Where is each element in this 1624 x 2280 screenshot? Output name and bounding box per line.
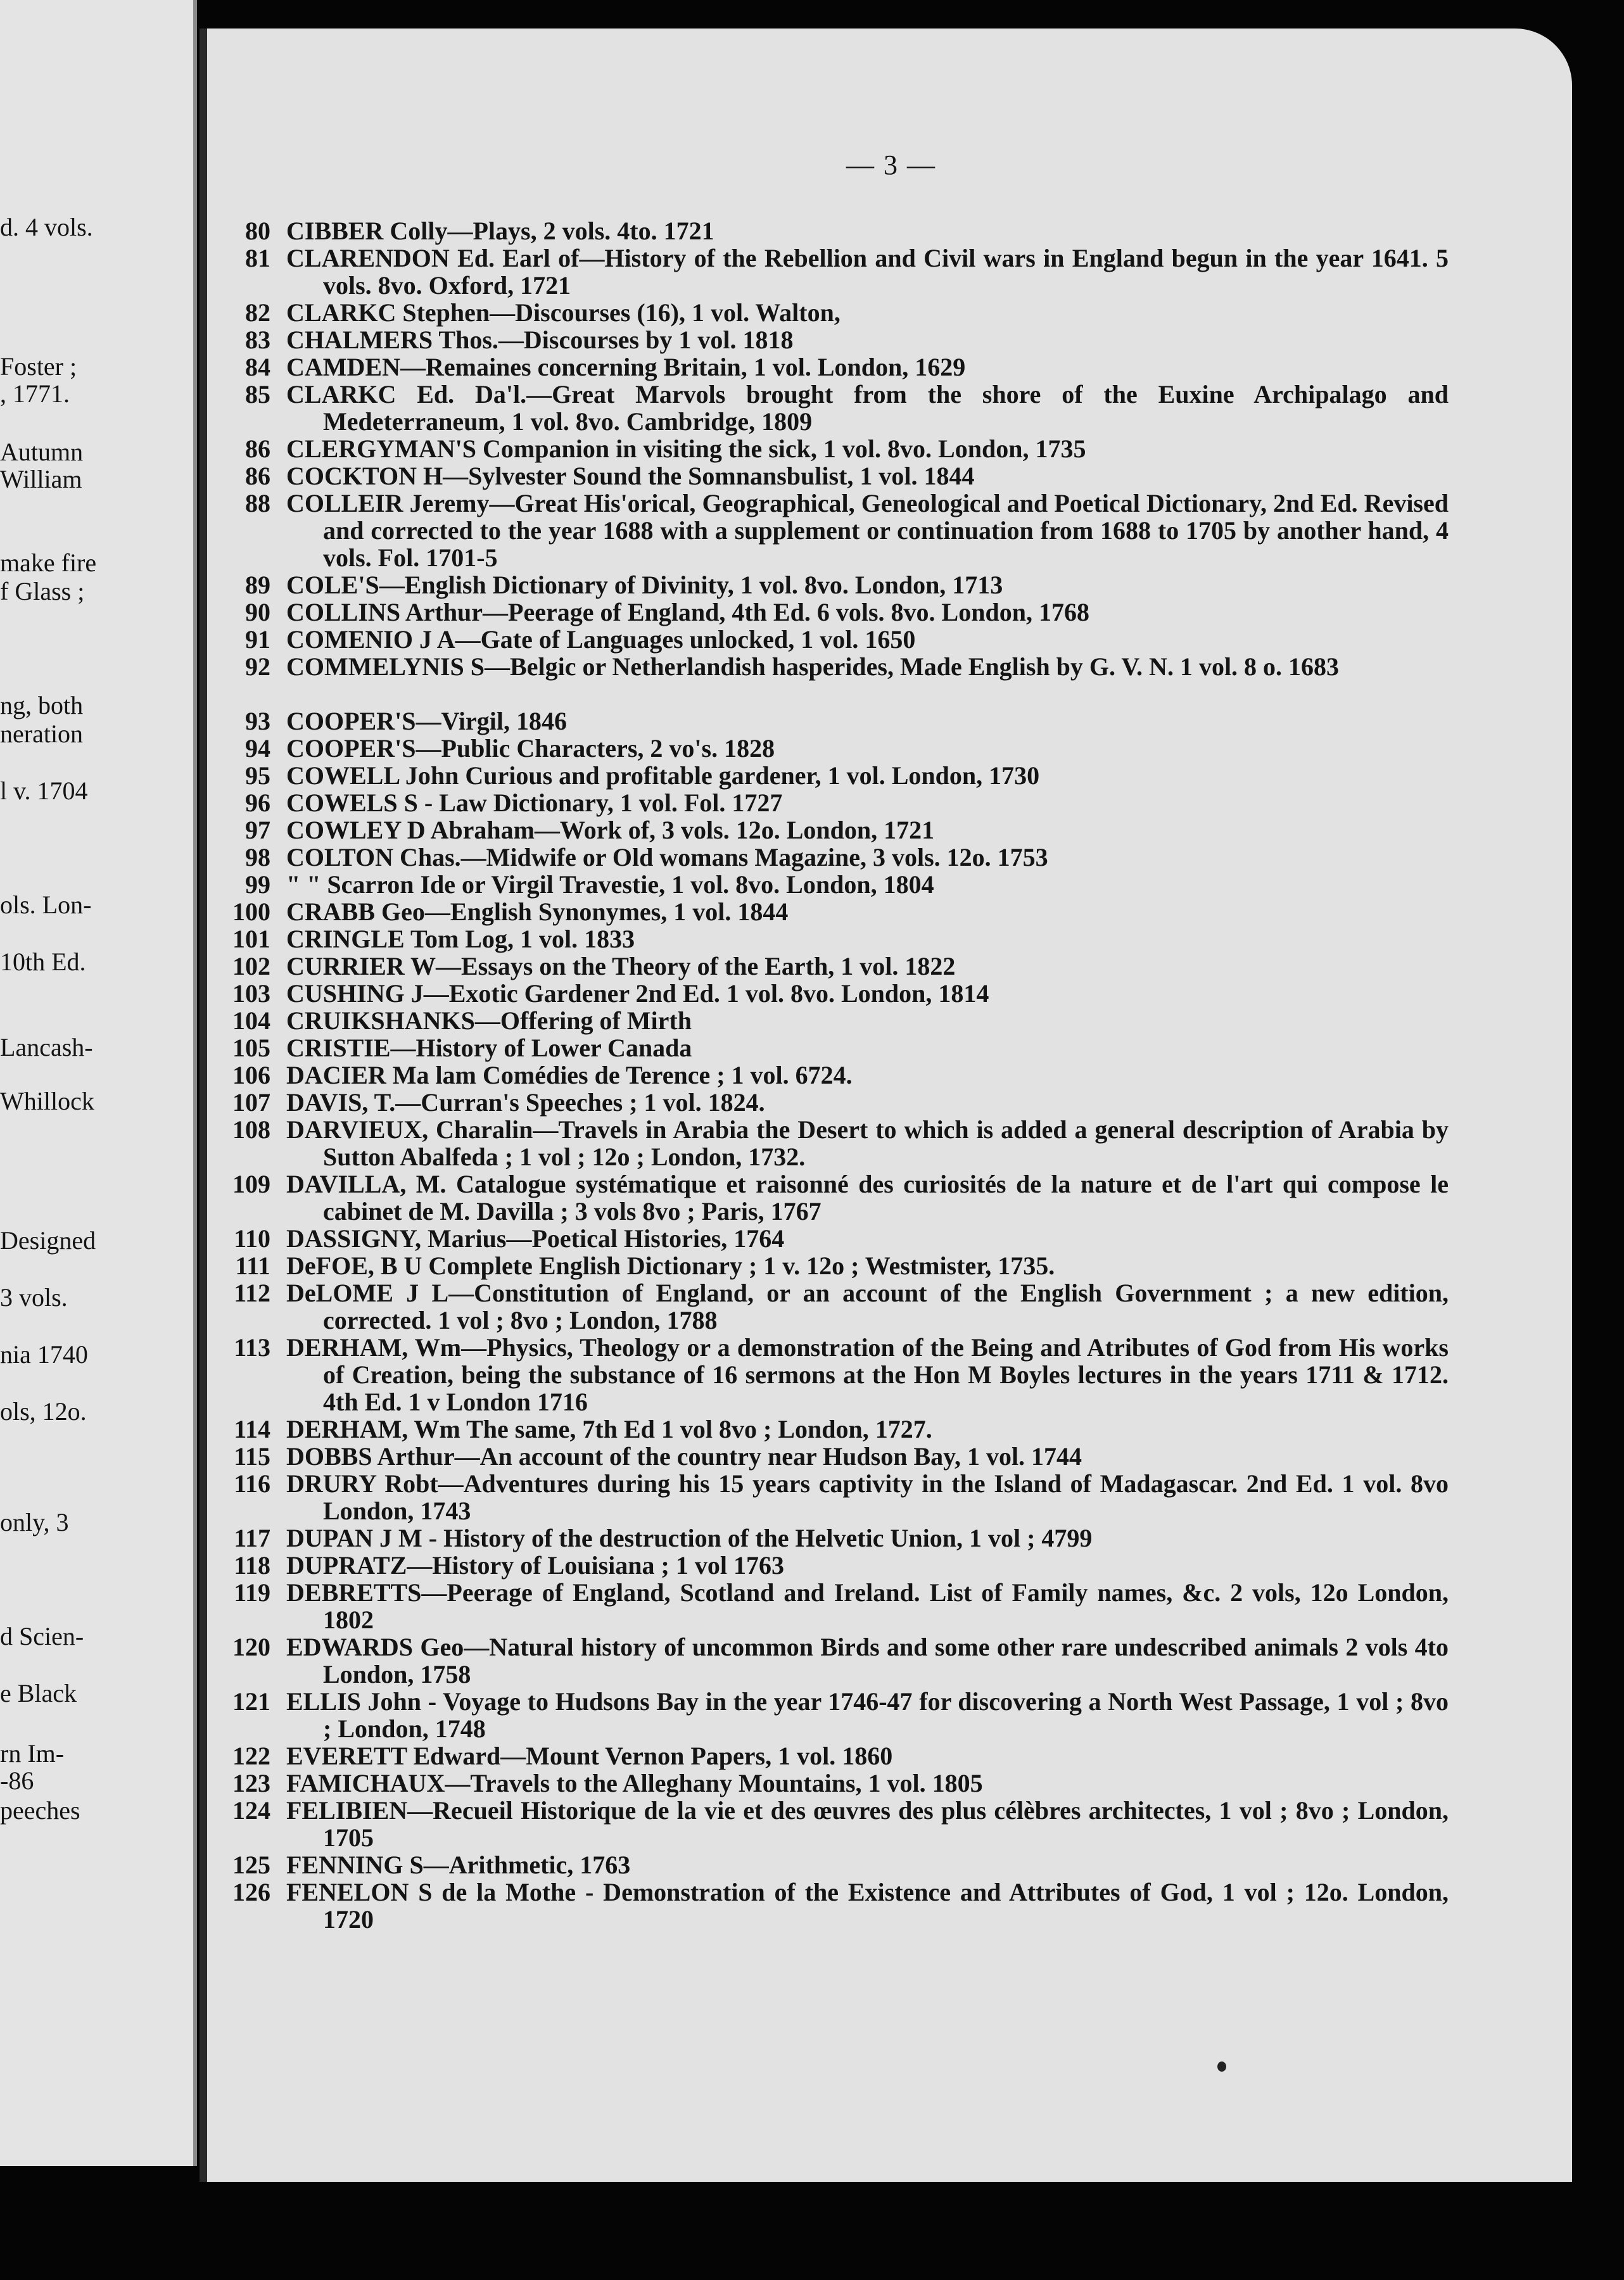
entry-text: DERHAM, Wm—Physics, Theology or a demonstration of the Being and Atributes of God from His works of Creation, being the substance of 16 sermons at the Hon M Boyles lectures in the years 1711 & 1712. 4th Ed. 1 v London 1716 [286,1333,1449,1416]
entry-number: 101 [232,925,270,953]
catalogue-entry [207,1878,1449,1933]
entry-text: CRINGLE Tom Log, 1 vol. 1833 [286,925,635,953]
left-fragment: peeches [0,1796,80,1825]
entry-text: COWELL John Curious and profitable gardener, 1 vol. London, 1730 [286,761,1040,790]
entry-text: DACIER Ma lam Comédies de Terence ; 1 vol. 6724. [286,1061,853,1089]
entry-text: CRABB Geo—English Synonymes, 1 vol. 1844 [286,897,789,926]
entry-text: COWELS S - Law Dictionary, 1 vol. Fol. 1727 [286,788,783,817]
left-fragment: neration [0,719,84,748]
entry-number: 117 [234,1524,270,1552]
entry-number: 95 [245,761,270,790]
entry-text: DeFOE, B U Complete English Dictionary ; 1 v. 12o ; Westmister, 1735. [286,1251,1055,1280]
catalogue-entries [207,217,1449,1933]
catalogue-entry [207,571,1449,598]
entry-number: 125 [232,1851,270,1879]
left-fragment: nia 1740 [0,1340,88,1369]
entry-number: 115 [234,1442,270,1471]
left-fragment: Foster ; [0,352,77,381]
entry-number: 111 [235,1251,270,1280]
page-number: — 3 — [846,149,936,180]
catalogue-entry [207,816,1449,844]
entry-text: DOBBS Arthur—An account of the country near Hudson Bay, 1 vol. 1744 [286,1442,1082,1471]
entry-text: DUPRATZ—History of Louisiana ; 1 vol 1763 [286,1551,784,1580]
entry-number: 100 [232,897,270,926]
left-fragment: rn Im- [0,1739,65,1768]
entry-number: 108 [232,1115,270,1144]
catalogue-entry [207,1416,1449,1443]
left-fragment: d. 4 vols. [0,213,93,241]
entry-text: DRURY Robt—Adventures during his 15 years captivity in the Island of Madagascar. 2nd Ed. 1 vol. 8vo London, 1743 [286,1469,1449,1525]
entry-number: 119 [234,1578,270,1607]
catalogue-entry [207,353,1449,381]
catalogue-entry [207,1552,1449,1579]
entry-text: COLE'S—English Dictionary of Divinity, 1 vol. 8vo. London, 1713 [286,571,1003,599]
catalogue-entry [207,1633,1449,1688]
left-fragment: -86 [0,1766,34,1795]
entry-number: 112 [234,1279,270,1307]
catalogue-entry [207,381,1449,435]
catalogue-entry [207,1225,1449,1252]
left-fragment: d Scien- [0,1622,84,1650]
entry-text: CLARENDON Ed. Earl of—History of the Rebellion and Civil wars in England begun in the year 1641. 5 vols. 8vo. Oxford, 1721 [286,244,1449,300]
catalogue-entry [207,244,1449,299]
catalogue-entry [207,462,1449,490]
entry-number: 81 [245,244,270,272]
left-fragment: l v. 1704 [0,776,88,805]
entry-text: COWLEY D Abraham—Work of, 3 vols. 12o. London, 1721 [286,816,935,844]
entry-number: 124 [232,1796,270,1825]
entry-number: 97 [245,816,270,844]
catalogue-entry [207,1797,1449,1851]
left-fragment: make fire [0,548,97,577]
entry-number: 106 [232,1061,270,1089]
entry-number: 91 [245,625,270,654]
catalogue-entry [207,299,1449,326]
left-fragment: Lancash- [0,1033,93,1061]
entry-number: 93 [245,707,270,735]
entry-number: 88 [245,489,270,517]
entry-text: EDWARDS Geo—Natural history of uncommon Birds and some other rare undescribed animals 2 vols 4to London, 1758 [286,1633,1449,1688]
entry-text: FELIBIEN—Recueil Historique de la vie et des œuvres des plus célèbres architectes, 1 vol ; 8vo ; London, 1705 [286,1796,1449,1852]
catalogue-entry [207,1742,1449,1770]
entry-number: 126 [232,1878,270,1906]
entry-number: 107 [232,1088,270,1117]
entry-text: COLLINS Arthur—Peerage of England, 4th Ed. 6 vols. 8vo. London, 1768 [286,598,1089,626]
entry-text: DEBRETTS—Peerage of England, Scotland and Ireland. List of Family names, &c. 2 vols, 12o London, 1802 [286,1578,1449,1634]
entry-number: 118 [234,1551,270,1580]
entry-number: 104 [232,1006,270,1035]
entry-number: 94 [245,734,270,763]
entry-text: DAVILLA, M. Catalogue systématique et raisonné des curiosités de la nature et de l'art qui compose le cabinet de M. Davilla ; 3 vols 8vo ; Paris, 1767 [286,1170,1449,1226]
left-fragment: William [0,465,82,493]
catalogue-entry [207,653,1449,707]
entry-text: DUPAN J M - History of the destruction of the Helvetic Union, 1 vol ; 4799 [286,1524,1093,1552]
left-fragment: f Glass ; [0,577,85,605]
catalogue-entry [207,1279,1449,1334]
facing-page-fragment [0,0,197,2166]
catalogue-entry [207,844,1449,871]
catalogue-entry [207,953,1449,980]
entry-text: DAVIS, T.—Curran's Speeches ; 1 vol. 1824. [286,1088,765,1117]
entry-text: CLARKC Stephen—Discourses (16), 1 vol. Walton, [286,298,841,327]
entry-number: 121 [232,1687,270,1716]
entry-number: 83 [245,326,270,354]
catalogue-entry [207,762,1449,789]
entry-text: FENELON S de la Mothe - Demonstration of the Existence and Attributes of God, 1 vol ; 12o. London, 1720 [286,1878,1449,1934]
catalogue-entry [207,898,1449,925]
catalogue-entry [207,1524,1449,1552]
catalogue-entry [207,1061,1449,1089]
entry-text: DARVIEUX, Charalin—Travels in Arabia the Desert to which is added a general description of Arabia by Sutton Abalfeda ; 1 vol ; 12o ; London, 1732. [286,1115,1449,1171]
entry-text: COLTON Chas.—Midwife or Old womans Magazine, 3 vols. 12o. 1753 [286,843,1048,871]
catalogue-entry [207,1579,1449,1633]
entry-number: 85 [245,380,270,408]
entry-number: 89 [245,571,270,599]
left-fragment: e Black [0,1679,77,1707]
entry-number: 90 [245,598,270,626]
left-fragment: Designed [0,1226,96,1255]
catalogue-entry [207,735,1449,762]
catalogue-entry [207,1443,1449,1470]
entry-text: COOPER'S—Public Characters, 2 vo's. 1828 [286,734,775,763]
entry-text: CLERGYMAN'S Companion in visiting the sick, 1 vol. 8vo. London, 1735 [286,434,1086,463]
left-fragment: ols. Lon- [0,890,92,919]
entry-text: CUSHING J—Exotic Gardener 2nd Ed. 1 vol. 8vo. London, 1814 [286,979,989,1008]
entry-number: 86 [245,434,270,463]
entry-number: 102 [232,952,270,980]
catalogue-entry [207,1851,1449,1878]
left-fragment: ols, 12o. [0,1397,87,1426]
catalogue-entry [207,435,1449,462]
entry-number: 114 [234,1415,270,1443]
entry-number: 96 [245,788,270,817]
catalogue-entry [207,1116,1449,1170]
left-fragment: 10th Ed. [0,947,86,976]
entry-text: CRISTIE—History of Lower Canada [286,1034,692,1062]
entry-text: DeLOME J L—Constitution of England, or an account of the English Government ; a new edition, corrected. 1 vol ; 8vo ; London, 1788 [286,1279,1449,1334]
catalogue-entry [207,1089,1449,1116]
ink-blot [1217,2062,1226,2072]
entry-text: FENNING S—Arithmetic, 1763 [286,1851,631,1879]
entry-text: CURRIER W—Essays on the Theory of the Earth, 1 vol. 1822 [286,952,956,980]
entry-text: " " Scarron Ide or Virgil Travestie, 1 vol. 8vo. London, 1804 [286,870,934,899]
entry-text: ELLIS John - Voyage to Hudsons Bay in the year 1746-47 for discovering a North West Passage, 1 vol ; 8vo ; London, 1748 [286,1687,1449,1743]
catalogue-entry [207,217,1449,244]
entry-number: 92 [245,652,270,681]
entry-number: 116 [234,1469,270,1498]
catalogue-entry [207,1688,1449,1742]
entry-number: 103 [232,979,270,1008]
entry-text: DERHAM, Wm The same, 7th Ed 1 vol 8vo ; London, 1727. [286,1415,932,1443]
entry-text: CRUIKSHANKS—Offering of Mirth [286,1006,692,1035]
catalogue-entry [207,1334,1449,1416]
entry-number: 84 [245,353,270,381]
entry-number: 105 [232,1034,270,1062]
catalogue-entry [207,1007,1449,1034]
left-fragment: , 1771. [0,379,70,408]
entry-number: 82 [245,298,270,327]
entry-text: DASSIGNY, Marius—Poetical Histories, 1764 [286,1224,785,1253]
catalogue-entry [207,1252,1449,1279]
entry-number: 122 [232,1742,270,1770]
catalogue-entry [207,598,1449,626]
entry-text: COOPER'S—Virgil, 1846 [286,707,567,735]
entry-text: CAMDEN—Remaines concerning Britain, 1 vol. London, 1629 [286,353,966,381]
catalogue-entry [207,707,1449,735]
entry-text: COMMELYNIS S—Belgic or Netherlandish hasperides, Made English by G. V. N. 1 vol. 8 o. 1683 [286,652,1340,681]
entry-number: 113 [234,1333,270,1362]
entry-text: COMENIO J A—Gate of Languages unlocked, 1 vol. 1650 [286,625,916,654]
catalogue-entry [207,980,1449,1007]
left-fragment: ng, both [0,691,84,719]
entry-number: 109 [232,1170,270,1198]
catalogue-entry [207,925,1449,953]
entry-number: 110 [234,1224,270,1253]
entry-text: COLLEIR Jeremy—Great His'orical, Geographical, Geneological and Poetical Dictionary, 2nd Ed. Revised and corrected to the year 1688 with a supplement or continuation from 1688 to 1705 by another hand, 4 vols. Fol. 1701-5 [286,489,1449,572]
left-fragment: Whillock [0,1087,94,1115]
entry-text: COCKTON H—Sylvester Sound the Somnansbulist, 1 vol. 1844 [286,462,975,490]
left-fragment: only, 3 [0,1508,69,1536]
catalogue-entry [207,1770,1449,1797]
entry-text: FAMICHAUX—Travels to the Alleghany Mountains, 1 vol. 1805 [286,1769,983,1797]
catalogue-entry [207,789,1449,816]
entry-number: 98 [245,843,270,871]
entry-number: 99 [245,870,270,899]
entry-number: 80 [245,217,270,245]
catalogue-entry [207,871,1449,898]
left-fragment: Autumn [0,438,84,466]
left-fragment: 3 vols. [0,1283,68,1312]
entry-text: CLARKC Ed. Da'l.—Great Marvols brought from the shore of the Euxine Archipalago and Medeterraneum, 1 vol. 8vo. Cambridge, 1809 [286,380,1449,436]
catalogue-entry [207,626,1449,653]
catalogue-entry [207,1470,1449,1524]
catalogue-entry [207,490,1449,571]
entry-text: CIBBER Colly—Plays, 2 vols. 4to. 1721 [286,217,714,245]
catalogue-page [200,28,1572,2182]
entry-number: 120 [232,1633,270,1661]
entry-text: CHALMERS Thos.—Discourses by 1 vol. 1818 [286,326,794,354]
catalogue-entry [207,1170,1449,1225]
catalogue-entry [207,1034,1449,1061]
entry-number: 123 [232,1769,270,1797]
entry-text: EVERETT Edward—Mount Vernon Papers, 1 vol. 1860 [286,1742,893,1770]
entry-number: 86 [245,462,270,490]
catalogue-entry [207,326,1449,353]
